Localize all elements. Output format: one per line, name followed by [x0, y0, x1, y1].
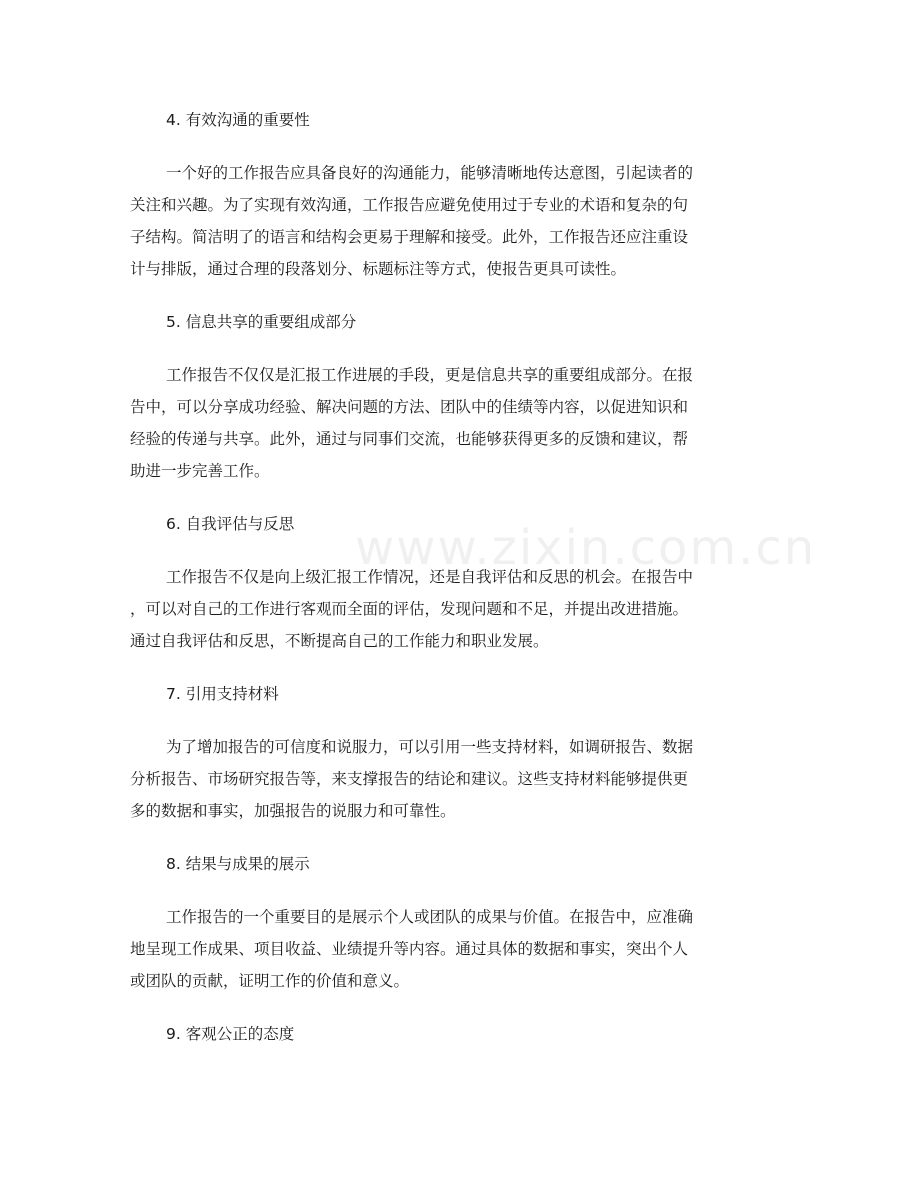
- section-paragraph: [130, 561, 790, 657]
- section-heading: 6. 自我评估与反思: [166, 515, 295, 533]
- paragraph-line: 为了增加报告的可信度和说服力，可以引用一些支持材料，如调研报告、数据: [166, 738, 694, 756]
- document-body: [130, 104, 790, 1071]
- paragraph-line: 多的数据和事实，加强报告的说服力和可靠性。: [130, 802, 456, 820]
- paragraph-line: ，可以对自己的工作进行客观而全面的评估，发现问题和不足，并提出改进措施。: [130, 600, 689, 618]
- section-heading: 8. 结果与成果的展示: [166, 855, 310, 873]
- paragraph-line: 通过自我评估和反思，不断提高自己的工作能力和职业发展。: [130, 632, 549, 650]
- section-paragraph: [130, 731, 790, 827]
- paragraph-line: 或团队的贡献，证明工作的价值和意义。: [130, 972, 410, 990]
- section-heading: 7. 引用支持材料: [166, 685, 279, 703]
- section-paragraph: [130, 901, 790, 997]
- watermark: www.zixin.com.cn: [355, 520, 817, 576]
- section-heading: 4. 有效沟通的重要性: [166, 111, 310, 129]
- paragraph-line: 工作报告的一个重要目的是展示个人或团队的成果与价值。在报告中，应准确: [166, 908, 694, 926]
- section-paragraph: [130, 157, 790, 285]
- section-paragraph: [130, 359, 790, 487]
- paragraph-line: 分析报告、市场研究报告等，来支撑报告的结论和建议。这些支持材料能够提供更: [130, 770, 689, 788]
- section-heading: 9. 客观公正的态度: [166, 1025, 295, 1043]
- paragraph-line: 工作报告不仅仅是汇报工作进展的手段，更是信息共享的重要组成部分。在报: [166, 366, 694, 384]
- paragraph-line: 地呈现工作成果、项目收益、业绩提升等内容。通过具体的数据和事实，突出个人: [130, 940, 689, 958]
- paragraph-line: 一个好的工作报告应具备良好的沟通能力，能够清晰地传达意图，引起读者的: [166, 164, 694, 182]
- paragraph-line: 工作报告不仅是向上级汇报工作情况，还是自我评估和反思的机会。在报告中: [166, 568, 694, 586]
- paragraph-line: 助进一步完善工作。: [130, 462, 270, 480]
- paragraph-line: 告中，可以分享成功经验、解决问题的方法、团队中的佳绩等内容，以促进知识和: [130, 398, 689, 416]
- paragraph-line: 经验的传递与共享。此外，通过与同事们交流，也能够获得更多的反馈和建议，帮: [130, 430, 689, 448]
- paragraph-line: 子结构。简洁明了的语言和结构会更易于理解和接受。此外，工作报告还应注重设: [130, 228, 689, 246]
- paragraph-line: 关注和兴趣。为了实现有效沟通，工作报告应避免使用过于专业的术语和复杂的句: [130, 196, 689, 214]
- paragraph-line: 计与排版，通过合理的段落划分、标题标注等方式，使报告更具可读性。: [130, 260, 627, 278]
- section-heading: 5. 信息共享的重要组成部分: [166, 313, 357, 331]
